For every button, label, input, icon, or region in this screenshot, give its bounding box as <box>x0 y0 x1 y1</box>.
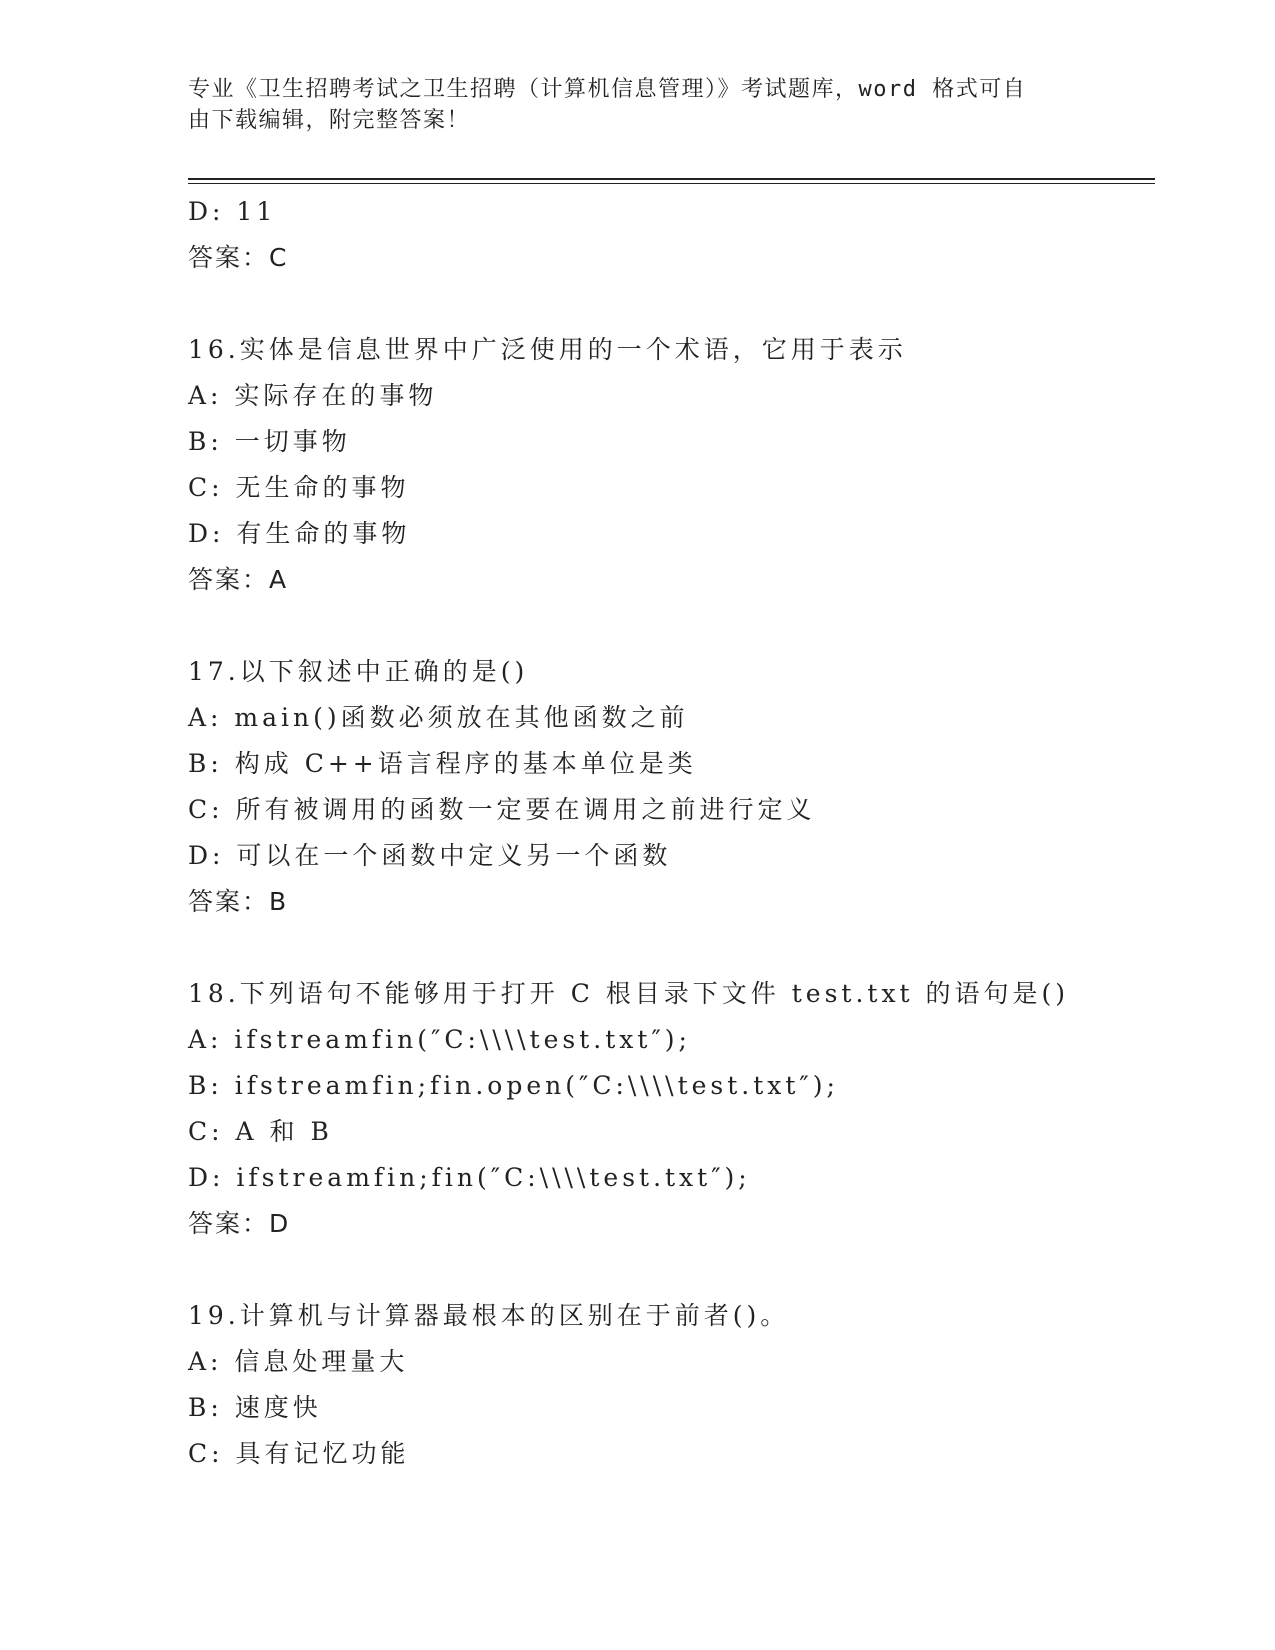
question-18 <box>188 971 1148 1247</box>
question-stem: 16.实体是信息世界中广泛使用的一个术语，它用于表示 <box>188 335 907 364</box>
spacer <box>188 925 1148 971</box>
option-a: A: 信息处理量大 <box>188 1347 409 1376</box>
option-b: B: ifstreamfin;fin.open(″C:\\\\test.txt″); <box>188 1071 839 1100</box>
header-line-2: 由下载编辑，附完整答案！ <box>188 108 471 133</box>
question-17 <box>188 649 1148 925</box>
spacer <box>188 603 1148 649</box>
answer: 答案：D <box>188 1209 291 1238</box>
document-header <box>188 74 1068 136</box>
option-d: D: ifstreamfin;fin(″C:\\\\test.txt″); <box>188 1163 751 1192</box>
option-c: C: 具有记忆功能 <box>188 1439 410 1468</box>
option-c: C: A 和 B <box>188 1117 333 1146</box>
question-16 <box>188 327 1148 603</box>
option-c: C: 无生命的事物 <box>188 473 410 502</box>
spacer <box>188 1247 1148 1293</box>
question-stem: 18.下列语句不能够用于打开 C 根目录下文件 test.txt 的语句是() <box>188 979 1070 1008</box>
answer: 答案：A <box>188 565 289 594</box>
header-divider-thin <box>188 183 1155 184</box>
option-c: C: 所有被调用的函数一定要在调用之前进行定义 <box>188 795 816 824</box>
answer: 答案：B <box>188 887 289 916</box>
option-d: D: 可以在一个函数中定义另一个函数 <box>188 841 672 870</box>
option-b: B: 构成 C++语言程序的基本单位是类 <box>188 749 697 778</box>
option-b: B: 一切事物 <box>188 427 351 456</box>
answer-continued: 答案：C <box>188 243 289 272</box>
header-line-1: 专业《卫生招聘考试之卫生招聘（计算机信息管理）》考试题库，word 格式可自 <box>188 77 1027 102</box>
option-d: D: 有生命的事物 <box>188 519 411 548</box>
question-stem: 17.以下叙述中正确的是() <box>188 657 529 686</box>
header-divider-thick <box>188 178 1155 180</box>
option-b: B: 速度快 <box>188 1393 322 1422</box>
option-d-continued: D: 11 <box>188 197 277 226</box>
question-stem: 19.计算机与计算器最根本的区别在于前者()。 <box>188 1301 790 1330</box>
question-content <box>188 189 1148 1477</box>
option-a: A: ifstreamfin(″C:\\\\test.txt″); <box>188 1025 691 1054</box>
spacer <box>188 281 1148 327</box>
option-a: A: main()函数必须放在其他函数之前 <box>188 703 689 732</box>
question-19 <box>188 1293 1148 1477</box>
option-a: A: 实际存在的事物 <box>188 381 438 410</box>
